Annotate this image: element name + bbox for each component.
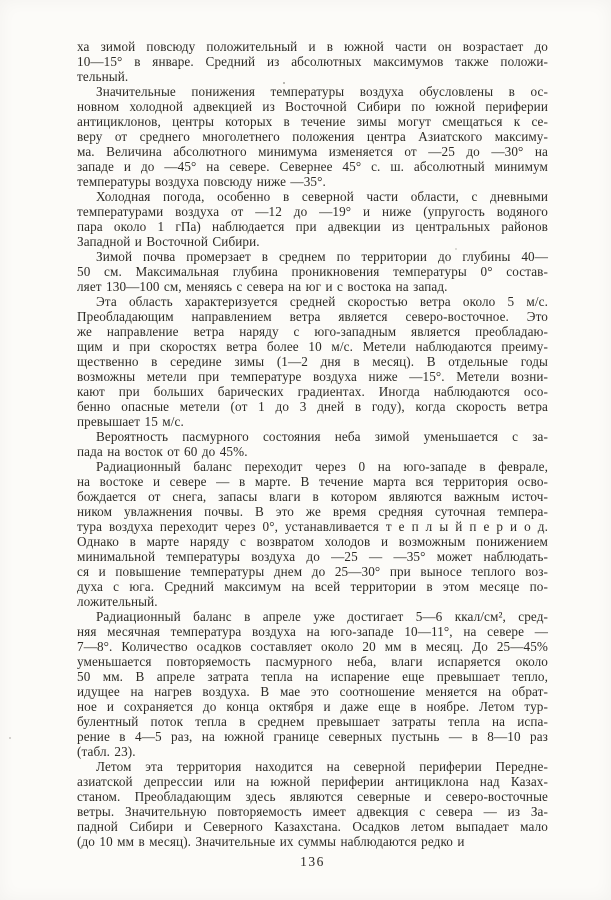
text-line: 50 см. Максимальная глубина проникновения температуры 0° состав- [77, 264, 548, 279]
text-line: 7—8°. Количество осадков составляет около 20 мм в месяц. До 25—45% [77, 639, 548, 654]
text-line: ха зимой повсюду положительный и в южной части он возрастает до [77, 39, 548, 54]
paragraph [77, 189, 548, 249]
text-line: уменьшается повторяемость пасмурного неба, влаги испаряется около [77, 654, 548, 669]
text-line: минимальной температуры воздуха до —25 — —35° может наблюдать- [77, 549, 548, 564]
text-line: падной Сибири и Северного Казахстана. Осадков летом выпадает мало [77, 819, 548, 834]
text-line: Однако в марте наряду с возвратом холодов и возможным понижением [77, 534, 548, 549]
text-line: кают при больших барических градиентах. Иногда наблюдаются осо- [77, 384, 548, 399]
text-line: 50 мм. В апреле затрата тепла на испарение еще превышает тепло, [77, 669, 548, 684]
text-line: Вероятность пасмурного состояния неба зимой уменьшается с за- [96, 429, 548, 444]
text-line: антициклонов, центры которых в течение зимы могут смещаться к се- [77, 114, 548, 129]
text-line: на востоке и севере — в марте. В течение марта вся территория осво- [77, 474, 548, 489]
text-line: ником увлажнения почвы. В это же время средняя суточная темпера- [77, 504, 548, 519]
page-text [77, 39, 548, 849]
paragraph [77, 39, 548, 84]
text-line: веру от среднего многолетнего положения центра Азиатского максиму- [77, 129, 548, 144]
text-line: (табл. 23). [77, 744, 136, 759]
text-line: возможны метели при температуре воздуха ниже —15°. Метели возни- [77, 369, 548, 384]
text-line: ляет 130—100 см, меняясь с севера на юг и с востока на запад. [77, 279, 448, 294]
text-line: пара около 1 гПа) наблюдается при адвекции из центральных районов [77, 219, 548, 234]
text-line: ветры. Значительную повторяемость имеет адвекция с севера — из За- [77, 804, 548, 819]
text-line: щим и при скоростях ветра более 10 м/с. Метели наблюдаются преиму- [77, 339, 548, 354]
text-line: Холодная погода, особенно в северной части области, с дневными [96, 189, 548, 204]
paragraph [77, 759, 548, 849]
text-line: 10—15° в январе. Средний из абсолютных максимумов также положи- [77, 54, 548, 69]
text-line: Летом эта территория находится на северной периферии Передне- [96, 759, 548, 774]
page-number: 136 [300, 854, 325, 869]
scan-speck [9, 737, 11, 739]
text-line: ся и повышение температуры днем до 25—30° при выносе теплого воз- [77, 564, 548, 579]
text-line: духа с юга. Средний максимум на всей территории в этом месяце по- [77, 579, 548, 594]
paragraph [77, 249, 548, 294]
text-line: температурами воздуха от —12 до —19° и ниже (упругость водяного [77, 204, 548, 219]
text-line: Эта область характеризуется средней скоростью ветра около 5 м/с. [96, 294, 548, 309]
text-line: азиатской депрессии или на южной периферии антициклона над Казах- [77, 774, 548, 789]
text-line: Преобладающим направлением ветра является северо-восточное. Это [77, 309, 548, 324]
text-line: (до 10 мм в месяц). Значительные их суммы наблюдаются редко и [77, 834, 465, 849]
text-line: ложительный. [77, 594, 158, 609]
text-line: пада на восток от 60 до 45%. [77, 444, 248, 459]
text-line: бождается от снега, запасы влаги в котором являются важным источ- [77, 489, 548, 504]
text-line: ное и сохраняется до конца октября и даже еще в ноябре. Летом тур- [77, 699, 548, 714]
text-line: идущее на нагрев воздуха. В мае это соотношение меняется на обрат- [77, 684, 548, 699]
paragraph [77, 459, 548, 609]
text-line: Радиационный баланс в апреле уже достигает 5—6 ккал/см², сред- [96, 609, 548, 624]
text-line: ма. Величина абсолютного минимума изменяется от —25 до —30° на [77, 144, 548, 159]
text-line: рение в 4—5 раз, на южной границе северных пустынь — в 8—10 раз [77, 729, 548, 744]
text-line: тельный. [77, 69, 129, 84]
text-line: Западной и Восточной Сибири. [77, 234, 260, 249]
scan-speck [455, 248, 457, 250]
paragraph [77, 429, 548, 459]
text-line: няя месячная температура воздуха на юго-западе 10—11°, на севере — [77, 624, 548, 639]
text-line: же направление ветра наряду с юго-западным является преобладаю- [77, 324, 548, 339]
text-line: Зимой почва промерзает в среднем по территории до глубины 40— [96, 249, 548, 264]
scan-speck [283, 82, 285, 84]
text-line: тура воздуха переходит через 0°, устанавливается т е п л ы й п е р и о д. [77, 519, 548, 534]
text-line: температуры воздуха повсюду ниже —35°. [77, 174, 326, 189]
paragraph [77, 609, 548, 759]
paragraph [77, 84, 548, 189]
text-line: бенно опасные метели (от 1 до 3 дней в году), когда скорость ветра [77, 399, 548, 414]
text-line: западе и до —45° на севере. Севернее 45° с. ш. абсолютный минимум [77, 159, 548, 174]
text-line: станом. Преобладающим здесь являются северные и северо-восточные [77, 789, 548, 804]
text-line: превышает 15 м/с. [77, 414, 184, 429]
text-line: булентный поток тепла в среднем превышает затраты тепла на испа- [77, 714, 548, 729]
text-line: Значительные понижения температуры воздуха обусловлены в ос- [96, 84, 548, 99]
text-line: новном холодной адвекцией из Восточной Сибири по южной периферии [77, 99, 548, 114]
paragraph [77, 294, 548, 429]
text-line: Радиационный баланс переходит через 0 на юго-западе в феврале, [96, 459, 548, 474]
text-line: щественно в середине зимы (1—2 дня в месяц). В отдельные годы [77, 354, 548, 369]
